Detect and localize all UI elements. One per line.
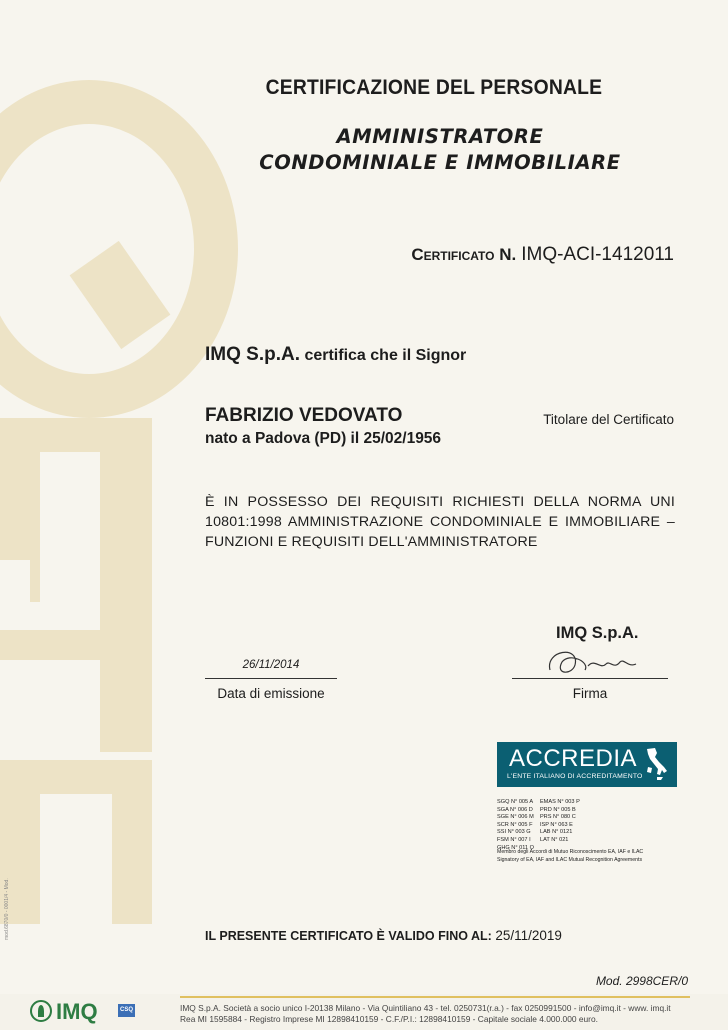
code: PRS N° 080 C <box>539 814 576 821</box>
validity-label: IL PRESENTE CERTIFICATO È VALIDO FINO AL: <box>205 929 492 943</box>
certificate-number-label: Certificato N. <box>411 245 517 264</box>
code: ISP N° 063 E <box>539 821 573 828</box>
accredia-name: ACCREDIA <box>509 745 638 772</box>
signature-org: IMQ S.p.A. <box>556 624 639 642</box>
imq-logo <box>30 999 98 1025</box>
side-form-code: mod.6870/0 - 0001/4 - Mod. <box>4 878 10 940</box>
csq-badge: CSQ <box>118 1004 135 1017</box>
code: LAB N° 0121 <box>539 829 573 836</box>
footer-divider <box>180 996 690 998</box>
code: SGQ N° 005 A <box>497 799 534 805</box>
code: EMAS N° 003 P <box>539 799 580 805</box>
issuer-org: IMQ S.p.A. <box>205 344 300 365</box>
code: FSM N° 007 I <box>497 836 531 843</box>
certifies-statement <box>205 344 466 366</box>
code: GHG N° 011 O <box>497 844 534 851</box>
date-line <box>205 678 337 679</box>
code: PRD N° 005 B <box>539 806 576 813</box>
code: SSI N° 003 G <box>497 829 531 836</box>
certificate-number <box>411 244 674 266</box>
italy-map-icon <box>643 747 669 781</box>
code: LAT N° 021 <box>539 836 569 843</box>
certificate-subtitle <box>0 124 728 176</box>
imq-logo-text: IMQ <box>56 999 98 1024</box>
code: SGA N° 006 D <box>497 806 533 813</box>
holder-name: FABRIZIO VEDOVATO <box>205 405 403 426</box>
imq-logo-icon <box>30 1000 52 1022</box>
subtitle-line-1: AMMINISTRATORE <box>336 125 544 148</box>
validity-date: 25/11/2019 <box>495 928 562 943</box>
certificate-number-value: IMQ-ACI-1412011 <box>521 244 674 265</box>
signature-scribble <box>540 640 660 682</box>
validity-statement <box>205 928 562 943</box>
signature-line <box>512 678 668 679</box>
subtitle-line-2: CONDOMINIALE E IMMOBILIARE <box>259 151 621 174</box>
requirements-text: È IN POSSESSO DEI REQUISITI RICHIESTI DELLA NORMA UNI 10801:1998 AMMINISTRAZIONE CONDOMINIALE E IMMOBILIARE – FUNZIONI E REQUISITI DELL'AMMINISTRATORE <box>205 494 675 550</box>
signature-label: Firma <box>572 686 608 701</box>
footer-company-info <box>180 1003 671 1025</box>
certifies-text: certifica che il Signor <box>304 347 467 364</box>
accredia-tagline: L'ENTE ITALIANO DI ACCREDITAMENTO <box>507 773 643 780</box>
accreditation-note-it: Membro degli Accordi di Mutuo Riconoscimento EA, IAF e ILAC <box>497 849 644 855</box>
holder-birth: nato a Padova (PD) il 25/02/1956 <box>205 430 442 447</box>
code: SGE N° 006 M <box>497 814 534 821</box>
accreditation-notes <box>497 849 672 864</box>
accreditation-note-en: Signatory of EA, IAF and ILAC Mutual Recognition Agreements <box>497 857 643 864</box>
accredia-badge <box>497 742 677 787</box>
footer-line-2: Rea MI 1595884 - Registro Imprese MI 12898410159 - C.F./P.I.: 12898410159 - Capitale sociale 4.000.000 euro. <box>180 1014 598 1024</box>
footer-line-1: IMQ S.p.A. Società a socio unico I-20138 Milano - Via Quintiliano 43 - tel. 0250731(r.a.) - fax 0250991500 - info@imq.it - www. imq.it <box>180 1003 671 1013</box>
code: SCR N° 005 F <box>497 821 533 828</box>
form-code: Mod. 2998CER/0 <box>595 974 688 988</box>
issue-date: 26/11/2014 <box>242 659 300 671</box>
holder-role: Titolare del Certificato <box>543 412 674 427</box>
certificate-title: CERTIFICAZIONE DEL PERSONALE <box>265 76 603 99</box>
accreditation-codes <box>497 799 586 852</box>
issue-date-label: Data di emissione <box>217 686 325 701</box>
